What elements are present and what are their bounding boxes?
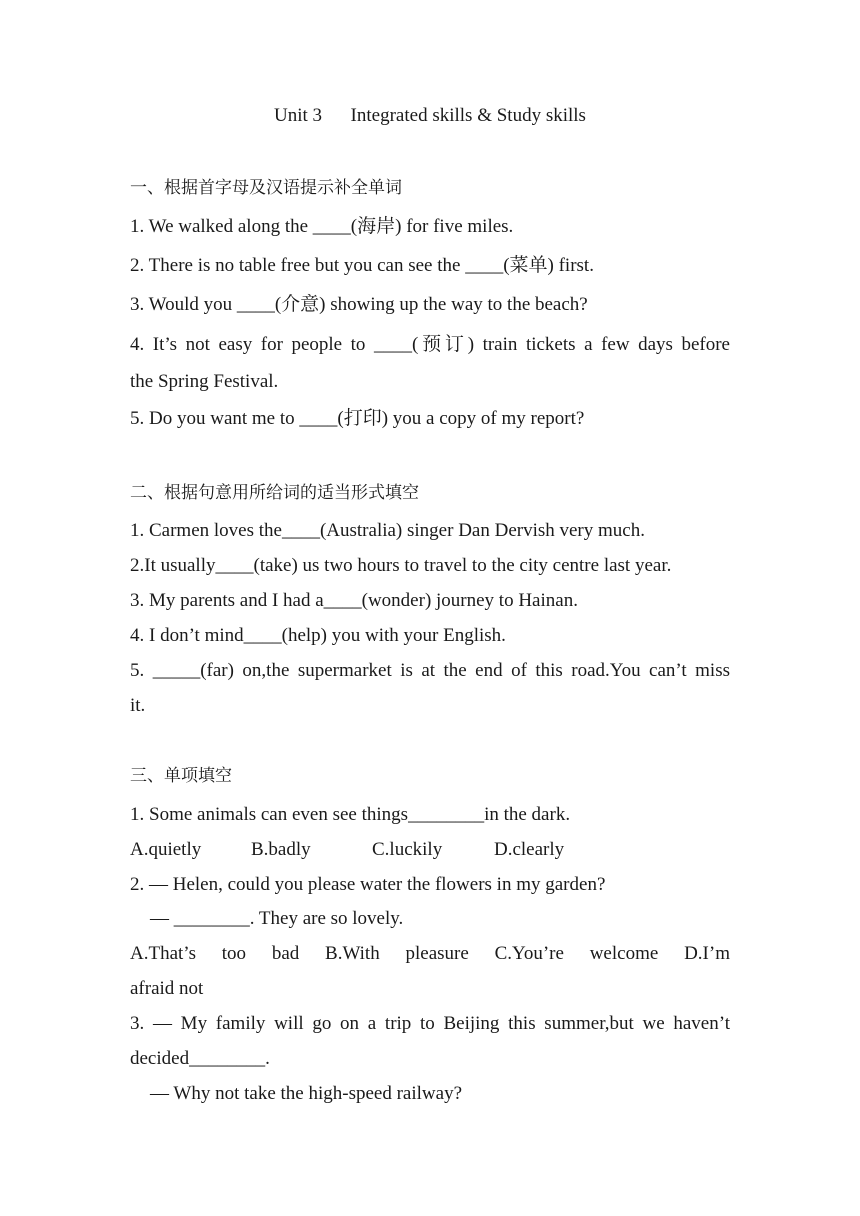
section-1-question-2: 2. There is no table free but you can see the ____(菜单) first. (130, 255, 594, 276)
option-d: D.clearly (494, 839, 565, 860)
section-2-question-2: 2.It usually____(take) us two hours to travel to the city centre last year. (130, 555, 672, 576)
page-title: Unit 3 Integrated skills & Study skills (274, 105, 586, 126)
section-3-question-2-options: A.That’s too bad B.With pleasure C.You’re welcome D.I’m (130, 943, 730, 964)
section-2-question-1: 1. Carmen loves the____(Australia) singer Dan Dervish very much. (130, 520, 645, 541)
section-3-question-2: 2. — Helen, could you please water the flowers in my garden? (130, 874, 606, 895)
section-3-question-1: 1. Some animals can even see things________in the dark. (130, 804, 571, 825)
section-2-question-5-line-2: it. (130, 695, 146, 716)
section-2-question-5-line-1: 5. _____(far) on,the supermarket is at the end of this road.You can’t miss (130, 660, 730, 681)
section-1-question-5: 5. Do you want me to ____(打印) you a copy of my report? (130, 408, 585, 429)
section-2-heading: 二、根据句意用所给词的适当形式填空 (130, 483, 419, 503)
option-b: B.badly (251, 839, 311, 860)
option-c: C.luckily (372, 839, 443, 860)
section-1-question-3: 3. Would you ____(介意) showing up the way to the beach? (130, 294, 588, 315)
section-2-question-4: 4. I don’t mind____(help) you with your English. (130, 625, 506, 646)
section-3-question-2-reply: — ________. They are so lovely. (150, 908, 404, 929)
section-3-heading: 三、单项填空 (130, 766, 232, 786)
section-1-question-1: 1. We walked along the ____(海岸) for five miles. (130, 216, 514, 237)
section-1-question-4-line-2: the Spring Festival. (130, 371, 279, 392)
section-3-question-3-line-1: 3. — My family will go on a trip to Beijing this summer,but we haven’t (130, 1013, 730, 1034)
section-2-question-3: 3. My parents and I had a____(wonder) journey to Hainan. (130, 590, 578, 611)
section-3-question-1-options (130, 838, 564, 862)
section-1-heading: 一、根据首字母及汉语提示补全单词 (130, 178, 402, 198)
option-a: A.quietly (130, 839, 202, 860)
section-3-question-2-options-continued: afraid not (130, 978, 204, 999)
section-3-question-3-line-2: decided________. (130, 1048, 270, 1069)
section-3-question-3-reply: — Why not take the high-speed railway? (150, 1083, 462, 1104)
section-1-question-4-line-1: 4. It’s not easy for people to ____(预订) train tickets a few days before (130, 334, 730, 355)
